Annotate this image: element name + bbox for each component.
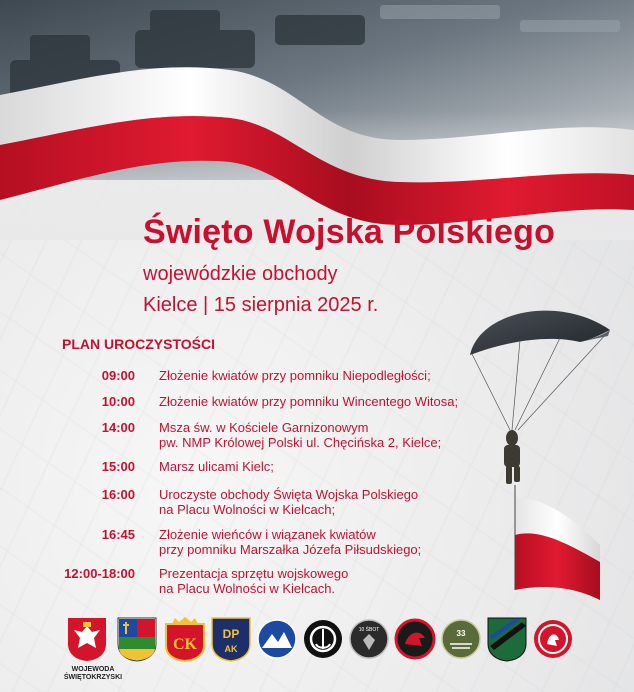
event-subtitle: wojewódzkie obchody <box>143 263 338 285</box>
hero-flag-image <box>0 0 634 240</box>
event-place-date: Kielce | 15 sierpnia 2025 r. <box>143 294 379 316</box>
sbot-badge-icon <box>348 616 390 662</box>
schedule-line: Marsz ulicami Kielc; <box>159 459 274 474</box>
schedule-line: Złożenie kwiatów przy pomniku Niepodległości; <box>159 368 431 383</box>
schedule-time: 15:00 <box>101 459 135 474</box>
mountain-unit-badge-icon <box>256 616 298 662</box>
schedule-time: 16:45 <box>101 527 135 542</box>
schedule-description <box>159 394 458 409</box>
page-title: Święto Wojska Polskiego <box>143 213 556 251</box>
red-eagle-badge-icon <box>394 616 436 662</box>
dp-ak-badge-icon <box>210 616 252 662</box>
schedule-line: na Placu Wolności w Kielcach; <box>159 502 336 517</box>
schedule-time: 14:00 <box>101 420 135 435</box>
ak-text: AK <box>224 644 238 654</box>
schedule-description <box>159 368 431 383</box>
schedule-time: 12:00-18:00 <box>64 566 135 581</box>
schedule-line: pw. NMP Królowej Polski ul. Chęcińska 2, Kielce; <box>159 435 442 450</box>
caption-line: WOJEWODA <box>71 666 115 673</box>
kielce-city-crest-icon <box>164 616 206 662</box>
sbot-text: 10 ŚBOT <box>358 627 380 633</box>
schedule-line: Prezentacja sprzętu wojskowego <box>159 566 349 581</box>
schedule-description <box>159 527 421 557</box>
schedule-line: Złożenie wieńców i wiązanek kwiatów <box>159 527 376 542</box>
plan-heading: PLAN UROCZYSTOŚCI <box>62 336 215 352</box>
eagle-emblem-icon <box>66 616 108 662</box>
schedule-time: 10:00 <box>101 394 135 409</box>
schedule-description <box>159 459 274 474</box>
wojewoda-caption <box>58 666 128 682</box>
wog-badge-icon <box>440 616 482 662</box>
voivodeship-coat-of-arms-icon <box>116 616 158 662</box>
dp-text: DP <box>222 627 240 641</box>
wog-number: 33 <box>456 629 466 638</box>
schedule-line: Uroczyste obchody Święta Wojska Polskiego <box>159 487 419 502</box>
schedule-line: Msza św. w Kościele Garnizonowym <box>159 420 369 435</box>
paratrooper-image <box>460 290 634 620</box>
schedule-description <box>159 566 348 596</box>
schedule-line: przy pomniku Marszałka Józefa Piłsudskiego; <box>159 542 422 557</box>
ck-text: CK <box>173 636 197 653</box>
caption-line: ŚWIĘTOKRZYSKI <box>63 674 123 681</box>
schedule-time: 09:00 <box>101 368 135 383</box>
red-eagle-wreath-icon <box>532 616 574 662</box>
schedule-line: Złożenie kwiatów przy pomniku Wincentego Witosa; <box>159 394 459 409</box>
schedule-time: 16:00 <box>101 487 135 502</box>
anchor-badge-icon <box>302 616 344 662</box>
diagonal-stripes-badge-icon <box>486 616 528 662</box>
schedule-description <box>159 487 418 517</box>
partner-logos <box>58 616 578 688</box>
schedule-line: na Placu Wolności w Kielcach. <box>159 581 336 596</box>
schedule-description <box>159 420 441 450</box>
